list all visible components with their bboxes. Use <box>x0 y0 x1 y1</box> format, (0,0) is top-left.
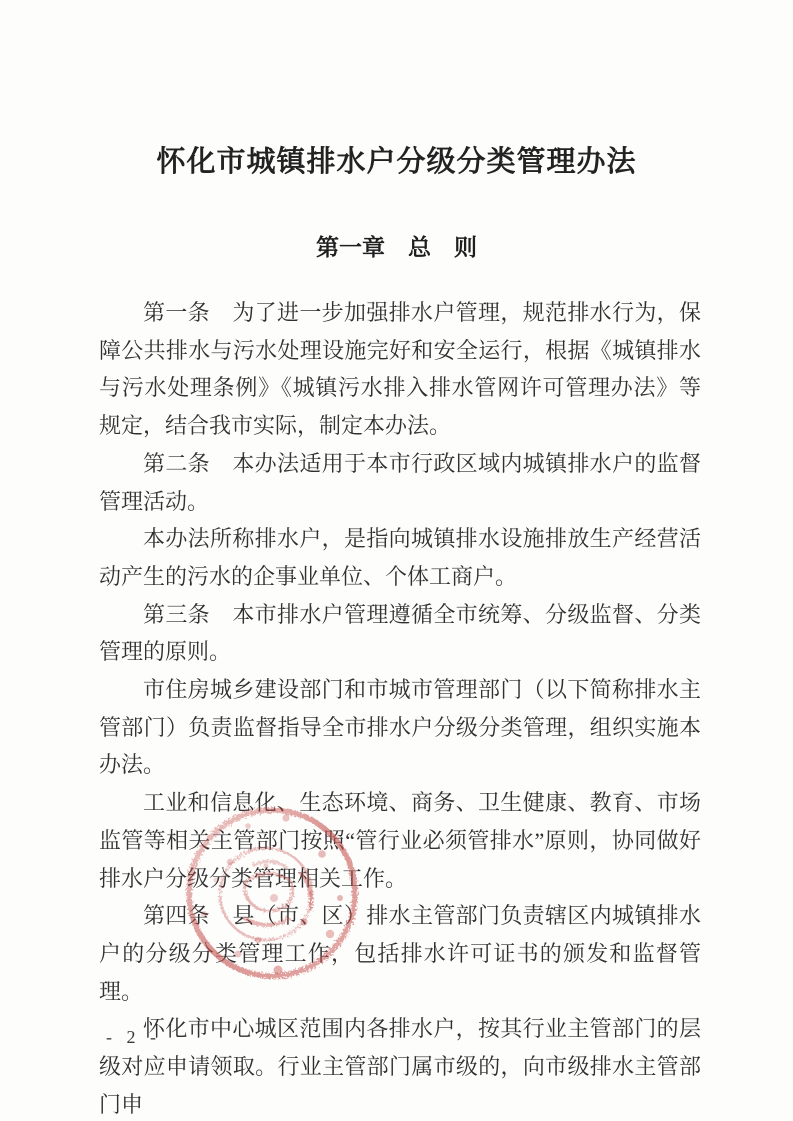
paragraph-article-1: 第一条 为了进一步加强排水户管理，规范排水行为，保障公共排水与污水处理设施完好和安全运行，根据《城镇排水与污水处理条例》《城镇污水排入排水管网许可管理办法》等规定，结合我市实际，制定本办法。 <box>99 300 701 439</box>
paragraph-article-3-authority: 市住房城乡建设部门和市城市管理部门（以下简称排水主管部门）负责监督指导全市排水户分级分类管理，组织实施本办法。 <box>99 677 701 778</box>
document-title: 怀化市城镇排水户分级分类管理办法 <box>156 146 637 178</box>
paragraph-article-3: 第三条 本市排水户管理遵循全市统筹、分级监督、分类管理的原则。 <box>99 601 701 665</box>
page-number: - 2 - <box>106 1027 161 1047</box>
paragraph-article-4: 第四条 县（市、区）排水主管部门负责辖区内城镇排水户的分级分类管理工作，包括排水许可证书的颁发和监督管理。 <box>99 903 701 1004</box>
paragraph-article-2-definition: 本办法所称排水户，是指向城镇排水设施排放生产经营活动产生的污水的企事业单位、个体工商户。 <box>99 526 701 589</box>
chapter-heading: 第一章 总 则 <box>316 234 477 260</box>
document-body <box>99 294 701 1121</box>
paragraph-article-2: 第二条 本办法适用于本市行政区域内城镇排水户的监督管理活动。 <box>99 450 701 514</box>
paragraph-article-4-central-district: 怀化市中心城区范围内各排水户，按其行业主管部门的层级对应申请领取。行业主管部门属市级的，向市级排水主管部门申 <box>99 1016 701 1117</box>
paragraph-article-3-departments: 工业和信息化、生态环境、商务、卫生健康、教育、市场监管等相关主管部门按照“管行业必须管排水”原则，协同做好排水户分级分类管理相关工作。 <box>99 790 701 891</box>
